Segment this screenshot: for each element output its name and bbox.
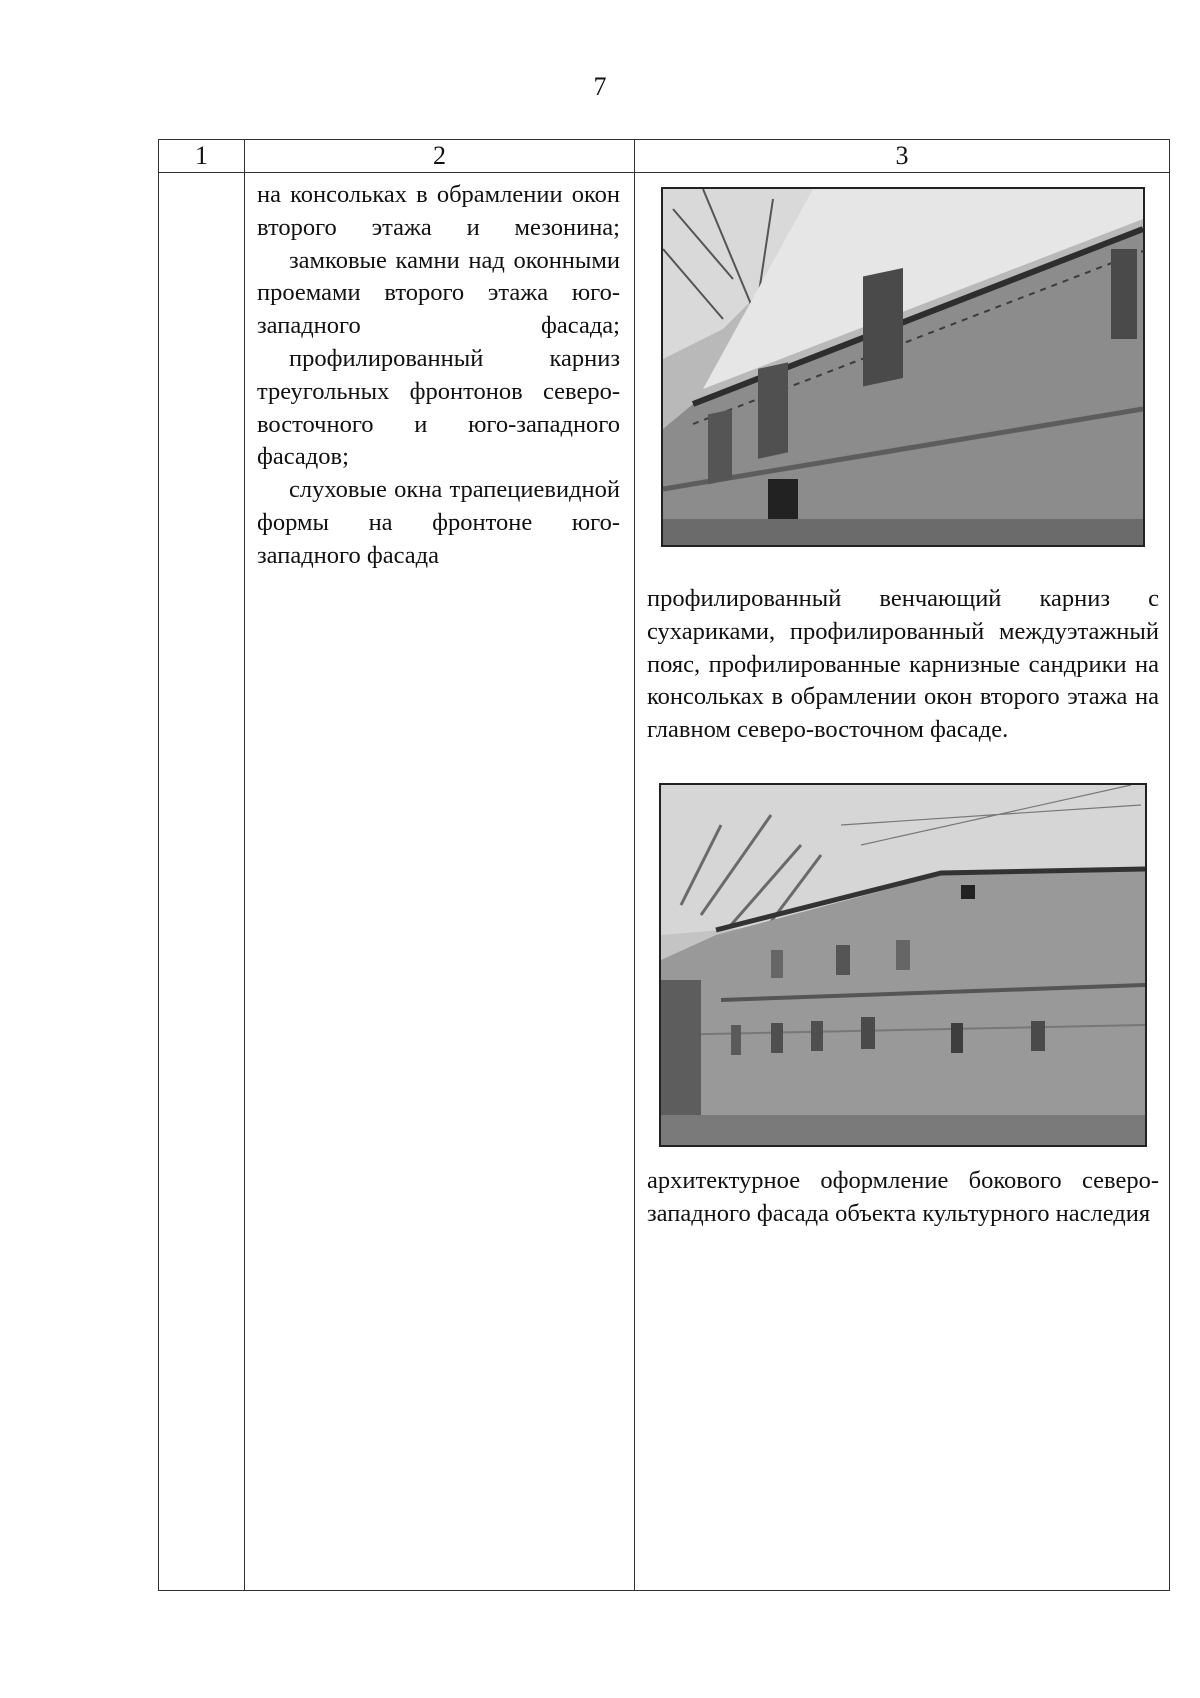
description-paragraph-4: слуховые окна трапециевидной формы на фронтоне юго-западного фасада — [257, 476, 620, 569]
facade-photo-northeast — [661, 187, 1145, 547]
table-header-row — [159, 140, 1170, 173]
description-paragraph-1: на консольках в обрамлении окон второго этажа и мезонина; — [257, 181, 620, 241]
header-col-2: 2 — [245, 140, 635, 173]
facade-photo-northeast-caption: профилированный венчающий карниз с сухариками, профилированный междуэтажный пояс, профилированные карнизные сандрики на консольках в обрамлении окон второго этажа на главном северо-восточном фасаде. — [647, 585, 1159, 744]
description-paragraph-2: замковые камни над оконными проемами второго этажа юго-западного фасада; — [257, 246, 620, 340]
facade-photo-northwest-image — [661, 785, 1145, 1145]
facade-photo-northeast-image — [663, 189, 1143, 545]
cell-col-1 — [159, 173, 245, 1591]
header-col-3: 3 — [635, 140, 1170, 173]
cell-col-2 — [245, 173, 635, 1591]
description-paragraph-3: профилированный карниз треугольных фронтонов северо-восточного и юго-западного фасадов; — [257, 344, 620, 471]
facade-photo-northwest — [659, 783, 1147, 1147]
facade-photo-northwest-caption: архитектурное оформление бокового северо-западного фасада объекта культурного наследия — [647, 1166, 1159, 1227]
table-row — [159, 173, 1170, 1591]
header-col-1: 1 — [159, 140, 245, 173]
description-text — [245, 173, 634, 573]
heritage-elements-table — [158, 139, 1170, 1591]
page-number: 7 — [593, 72, 607, 101]
cell-col-3 — [635, 173, 1170, 1591]
